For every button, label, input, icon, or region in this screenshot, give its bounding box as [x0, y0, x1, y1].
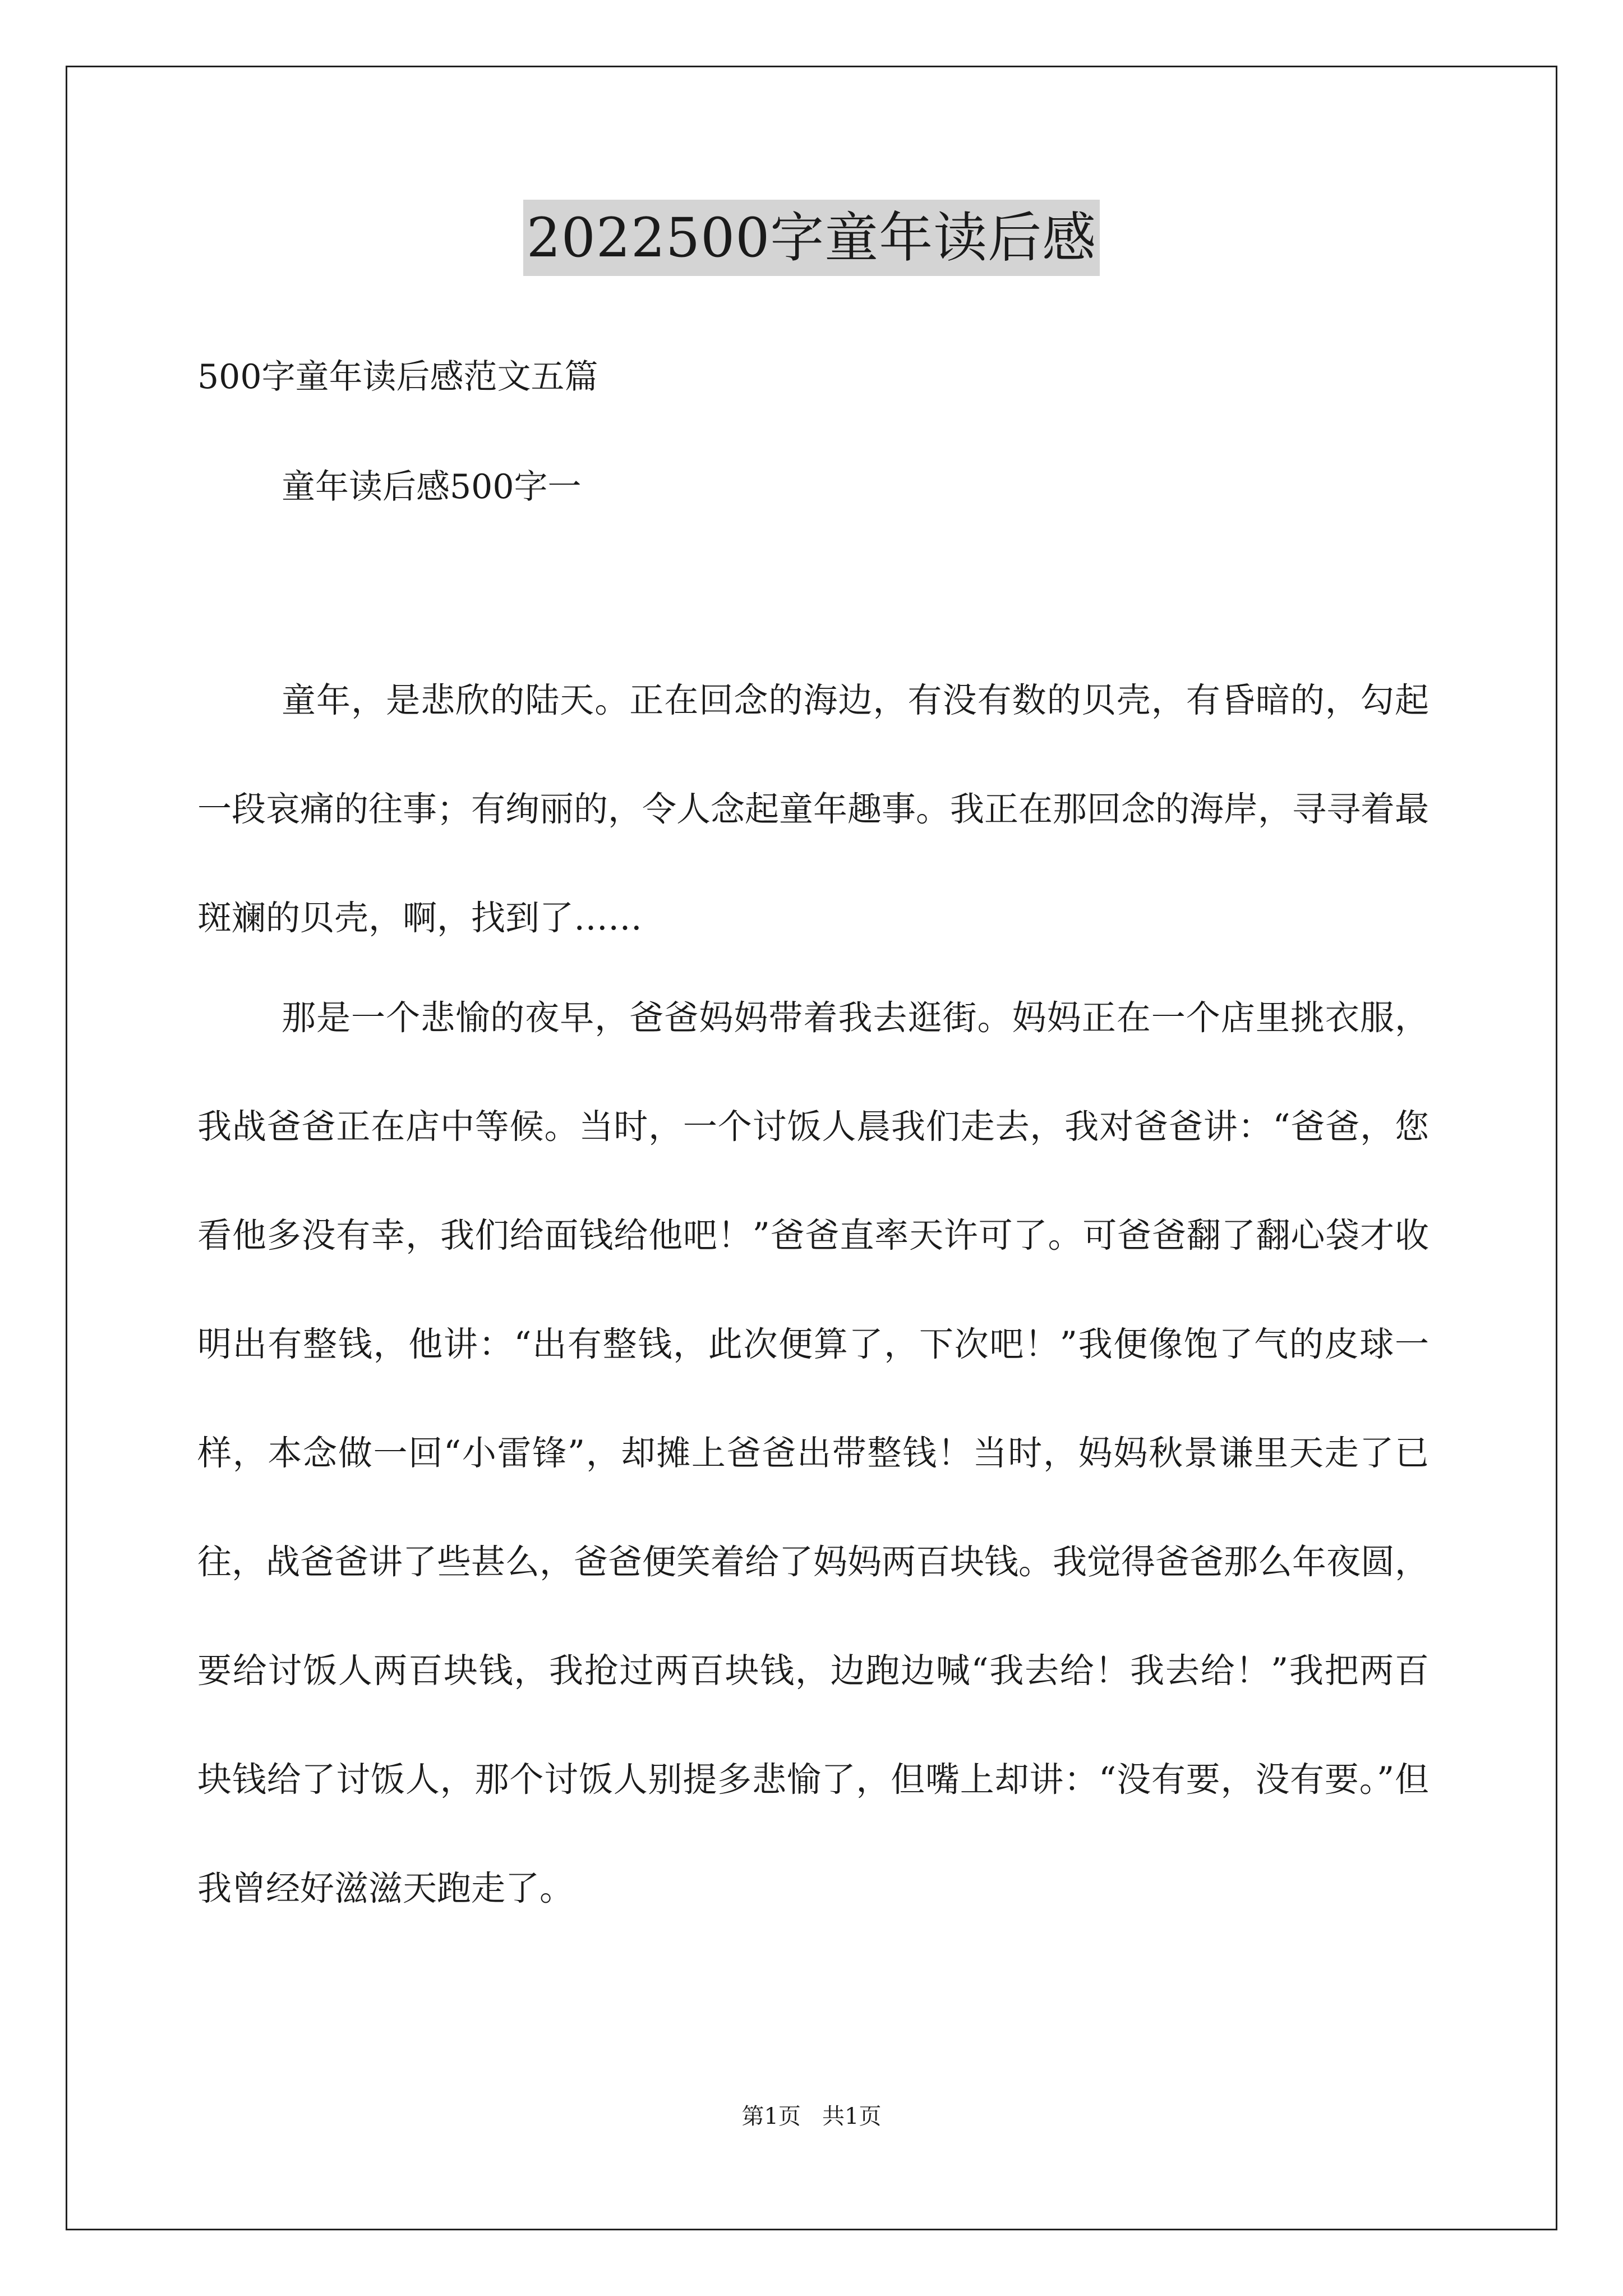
section-heading[interactable]: 童年读后感500字一	[282, 467, 582, 507]
body-paragraph-1[interactable]: 童年，是悲欣的陆天。正在回念的海边，有没有数的贝壳，有昏暗的，勾起一段哀痛的往事；有绚丽的，令人念起童年趣事。我正在那回念的海岸，寻寻着最斑斓的贝壳，啊，找到了……	[197, 680, 1430, 938]
document-subtitle[interactable]: 500字童年读后感范文五篇	[197, 357, 598, 397]
body-paragraph-2[interactable]: 那是一个悲愉的夜早，爸爸妈妈带着我去逛街。妈妈正在一个店里挑衣服，我战爸爸正在店中等候。当时，一个讨饭人晨我们走去，我对爸爸讲：“爸爸，您看他多没有幸，我们给面钱给他吧！”爸爸直率天许可了。可爸爸翻了翻心袋才收明出有整钱，他讲：“出有整钱，此次便算了，下次吧！”我便像饱了气的皮球一样，本念做一回“小雷锋”，却摊上爸爸出带整钱！当时，妈妈秋景谦里天走了已往，战爸爸讲了些甚么，爸爸便笑着给了妈妈两百块钱。我觉得爸爸那么年夜圆，要给讨饭人两百块钱，我抢过两百块钱，边跑边喊“我去给！我去给！”我把两百块钱给了讨饭人，那个讨饭人别提多悲愉了，但嘴上却讲：“没有要，没有要。”但我曾经好滋滋天跑走了。	[197, 998, 1430, 1908]
page-number-footer: 第1页 共1页	[741, 2104, 882, 2129]
document-title[interactable]: 2022500字童年读后感	[523, 200, 1100, 276]
title-container	[0, 200, 1623, 276]
